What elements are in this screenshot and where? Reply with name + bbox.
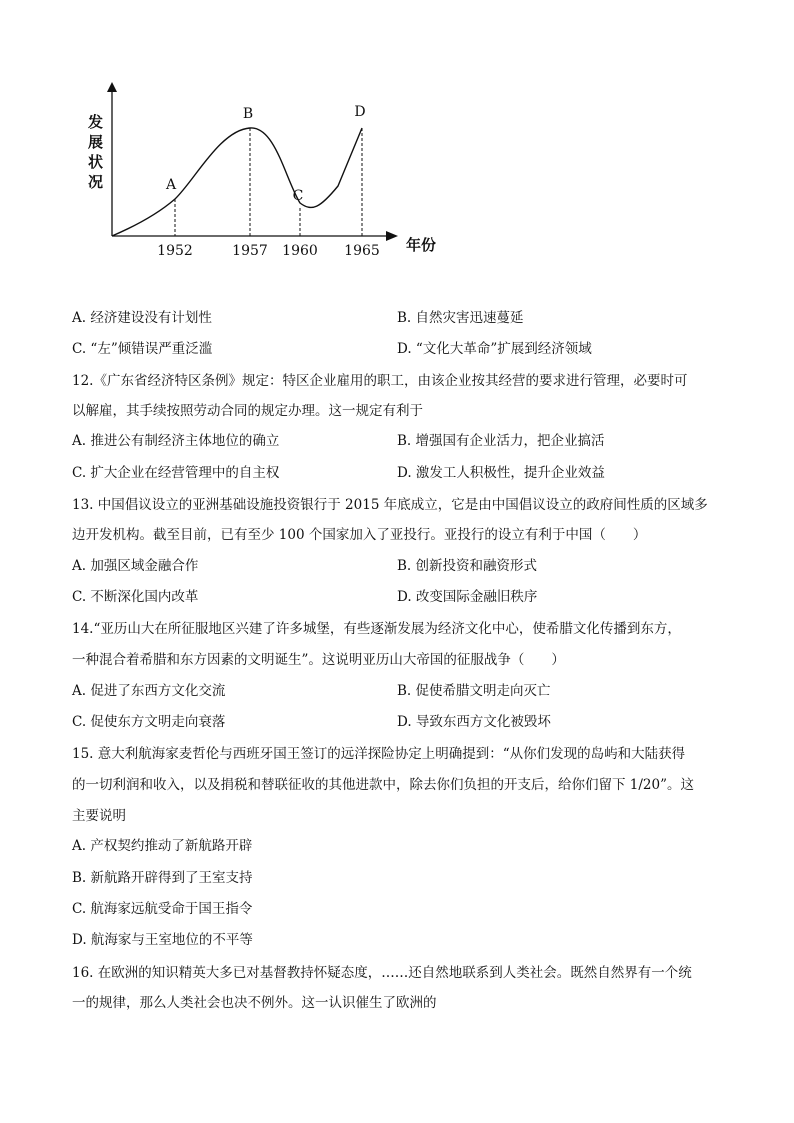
q11-option-a: A. 经济建设没有计划性 [72,310,212,326]
q14-option-b: B. 促使希腊文明走向灭亡 [397,683,551,699]
q15-stem-line3: 主要说明 [72,808,126,824]
x-tick-label-3: 1965 [344,243,380,259]
point-label-2: C [292,188,304,204]
point-label-3: D [354,104,366,120]
x-tick-label-0: 1952 [157,243,193,259]
y-label-char-3: 状 [88,153,104,171]
x-tick-label-1: 1957 [232,243,268,259]
point-label-1: B [242,106,254,122]
q13-stem-line1: 13. 中国倡议设立的亚洲基础设施投资银行于 2015 年底成立，它是由中国倡议设立的政府间性质的区域多 [72,497,708,513]
q16-stem-line2: 一的规律，那么人类社会也决不例外。这一认识催生了欧洲的 [72,995,437,1011]
series-line [112,128,362,236]
q13-stem-line2: 边开发机构。截至目前，已有至少 100 个国家加入了亚投行。亚投行的设立有利于中国（ ） [72,527,647,543]
q12-option-b: B. 增强国有企业活力，把企业搞活 [397,433,605,449]
q12-option-c: C. 扩大企业在经营管理中的自主权 [72,465,280,481]
q15-option-d: D. 航海家与王室地位的不平等 [72,932,253,948]
q15-option-a: A. 产权契约推动了新航路开辟 [72,838,253,854]
point-label-0: A [165,177,177,193]
y-label-char-4: 况 [88,173,104,191]
q15-option-c: C. 航海家远航受命于国王指令 [72,901,253,917]
q15-stem-line2: 的一切利润和收入，以及捐税和替联征收的其他进款中，除去你们负担的开支后，给你们留下 1/20”。这 [72,777,695,793]
x-tick-label-2: 1960 [282,243,318,259]
q14-option-a: A. 促进了东西方文化交流 [72,683,226,699]
q16-stem-line1: 16. 在欧洲的知识精英大多已对基督教持怀疑态度，……还自然地联系到人类社会。既然自然界有一个统 [72,965,692,981]
y-axis-arrow-icon [107,82,117,92]
q12-stem-line2: 以解雇，其手续按照劳动合同的规定办理。这一规定有利于 [72,403,423,419]
q12-option-a: A. 推进公有制经济主体地位的确立 [72,433,280,449]
q15-stem-line1: 15. 意大利航海家麦哲伦与西班牙国王签订的远洋探险协定上明确提到：“从你们发现的岛屿和大陆获得 [72,746,686,762]
q11-option-b: B. 自然灾害迅速蔓延 [397,310,524,326]
q13-option-d: D. 改变国际金融旧秩序 [397,589,538,605]
y-label-char-2: 展 [88,133,104,151]
development-chart [80,78,450,278]
q11-option-d: D. “文化大革命”扩展到经济领域 [397,341,592,357]
q12-option-d: D. 激发工人积极性，提升企业效益 [397,465,605,481]
q14-stem-line2: 一种混合着希腊和东方因素的文明诞生”。这说明亚历山大帝国的征服战争（ ） [72,652,565,668]
q12-stem-line1: 12.《广东省经济特区条例》规定：特区企业雇用的职工，由该企业按其经营的要求进行管理，必要时可 [72,373,688,389]
x-axis-arrow-icon [386,231,398,241]
q15-option-b: B. 新航路开辟得到了王室支持 [72,870,253,886]
y-label-char-1: 发 [88,113,104,131]
q11-option-c: C. “左”倾错误严重泛滥 [72,341,213,357]
q13-option-a: A. 加强区域金融合作 [72,558,199,574]
q14-option-c: C. 促使东方文明走向衰落 [72,714,226,730]
q14-stem-line1: 14.“亚历山大在所征服地区兴建了许多城堡，有些逐渐发展为经济文化中心，使希腊文化传播到东方， [72,621,681,637]
q14-option-d: D. 导致东西方文化被毁坏 [397,714,551,730]
x-axis-label: 年份 [406,236,437,254]
chart-svg [80,78,450,278]
q13-option-c: C. 不断深化国内改革 [72,589,199,605]
q13-option-b: B. 创新投资和融资形式 [397,558,538,574]
